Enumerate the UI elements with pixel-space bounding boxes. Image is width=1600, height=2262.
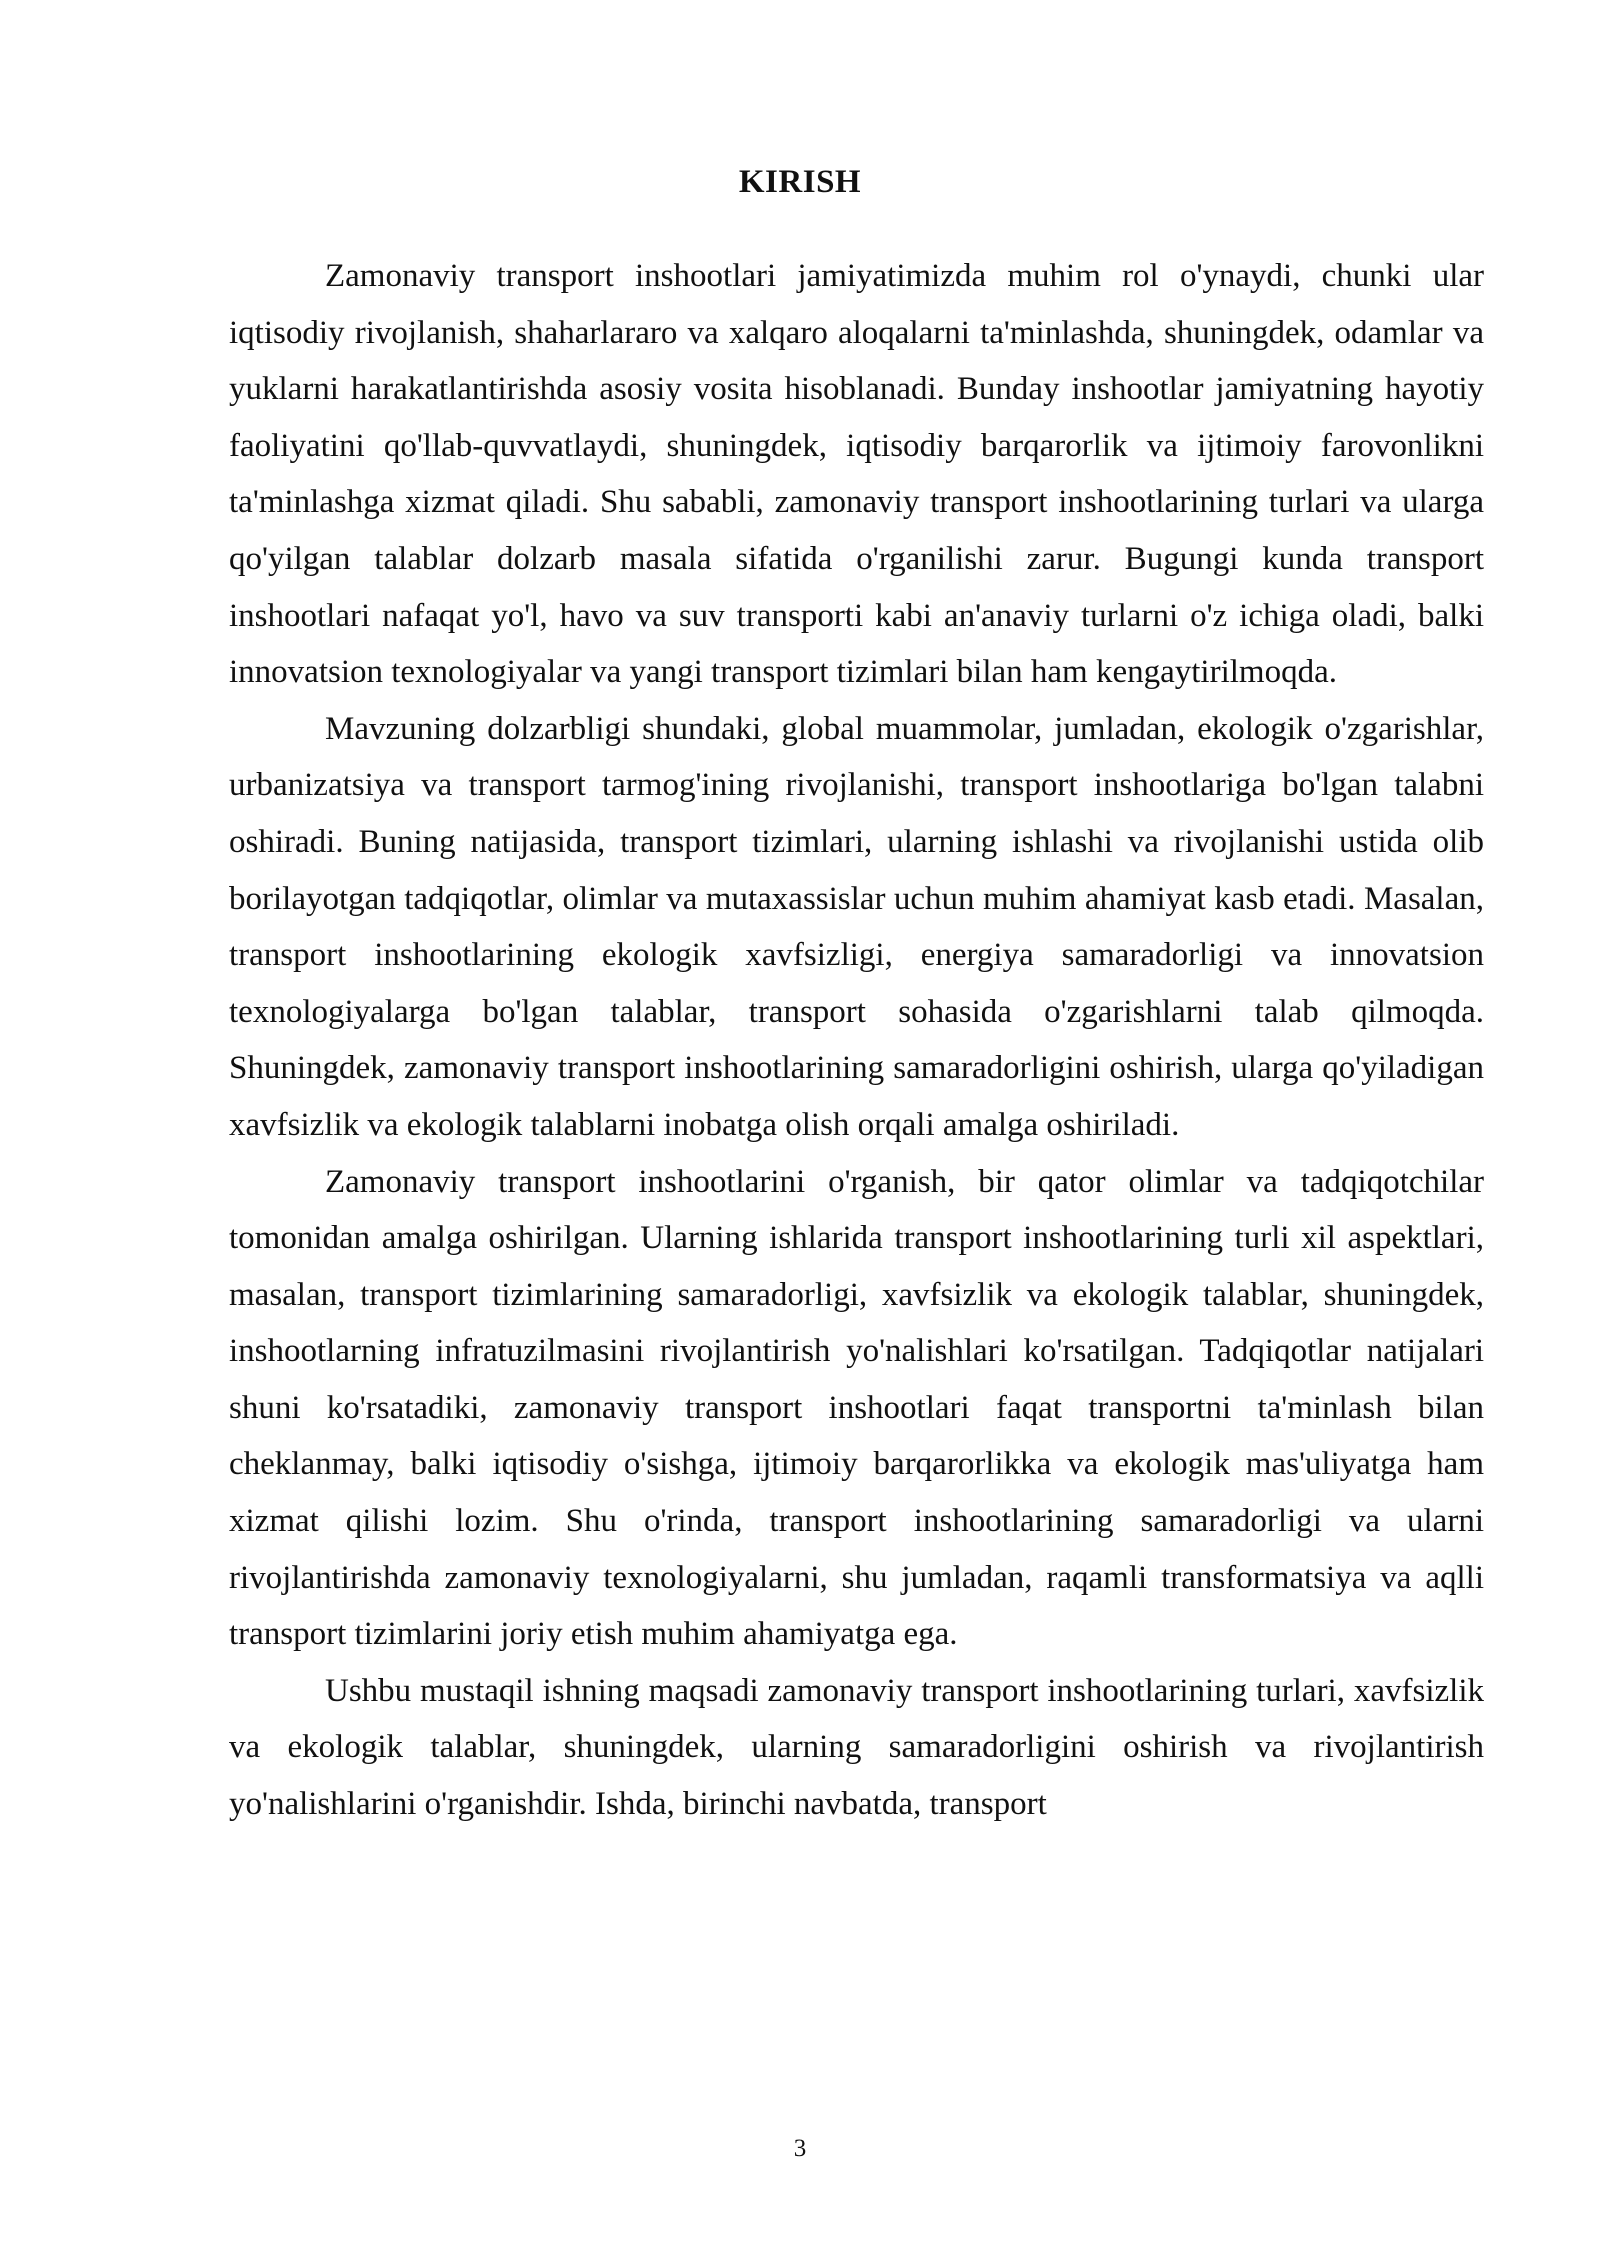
body-text (229, 248, 1484, 1833)
page-title: KIRISH (738, 164, 862, 200)
paragraph-4: Ushbu mustaqil ishning maqsadi zamonaviy transport inshootlarining turlari, xavfsizlik va ekologik talablar, shuningdek, ularning samaradorligini oshirish va rivojlantirish yo'nalishlarini o'rganishdir. Ishda, birinchi navbatda, transport (229, 1672, 1484, 1823)
paragraph-3: Zamonaviy transport inshootlarini o'rganish, bir qator olimlar va tadqiqotchilar tomonidan amalga oshirilgan. Ularning ishlarida transport inshootlarining turli xil aspektlari, masalan, transport tizimlarining samaradorligi, xavfsizlik va ekologik talablar, shuningdek, inshootlarning infratuzilmasini rivojlantirish yo'nalishlari ko'rsatilgan. Tadqiqotlar natijalari shuni ko'rsatadiki, zamonaviy transport inshootlari faqat transportni ta'minlash bilan cheklanmay, balki iqtisodiy o'sishga, ijtimoiy barqarorlikka va ekologik mas'uliyatga ham xizmat qilishi lozim. Shu o'rinda, transport inshootlarining samaradorligi va ularni rivojlantirishda zamonaviy texnologiyalarni, shu jumladan, raqamli transformatsiya va aqlli transport tizimlarini joriy etish muhim ahamiyatga ega. (229, 1163, 1484, 1653)
paragraph-2: Mavzuning dolzarbligi shundaki, global muammolar, jumladan, ekologik o'zgarishlar, urbanizatsiya va transport tarmog'ining rivojlanishi, transport inshootlariga bo'lgan talabni oshiradi. Buning natijasida, transport tizimlari, ularning ishlashi va rivojlanishi ustida olib borilayotgan tadqiqotlar, olimlar va mutaxassislar uchun muhim ahamiyat kasb etadi. Masalan, transport inshootlarining ekologik xavfsizligi, energiya samaradorligi va innovatsion texnologiyalarga bo'lgan talablar, transport sohasida o'zgarishlarni talab qilmoqda. Shuningdek, zamonaviy transport inshootlarining samaradorligini oshirish, ularga qo'yiladigan xavfsizlik va ekologik talablarni inobatga olish orqali amalga oshiriladi. (229, 710, 1484, 1143)
page-number: 3 (793, 2135, 807, 2162)
paragraph-1: Zamonaviy transport inshootlari jamiyatimizda muhim rol o'ynaydi, chunki ular iqtisodiy rivojlanish, shaharlararo va xalqaro aloqalarni ta'minlashda, shuningdek, odamlar va yuklarni harakatlantirishda asosiy vosita hisoblanadi. Bunday inshootlar jamiyatning hayotiy faoliyatini qo'llab-quvvatlaydi, shuningdek, iqtisodiy barqarorlik va ijtimoiy farovonlikni ta'minlashga xizmat qiladi. Shu sababli, zamonaviy transport inshootlarining turlari va ularga qo'yilgan talablar dolzarb masala sifatida o'rganilishi zarur. Bugungi kunda transport inshootlari nafaqat yo'l, havo va suv transporti kabi an'anaviy turlarni o'z ichiga oladi, balki innovatsion texnologiyalar va yangi transport tizimlari bilan ham kengaytirilmoqda. (229, 258, 1484, 691)
